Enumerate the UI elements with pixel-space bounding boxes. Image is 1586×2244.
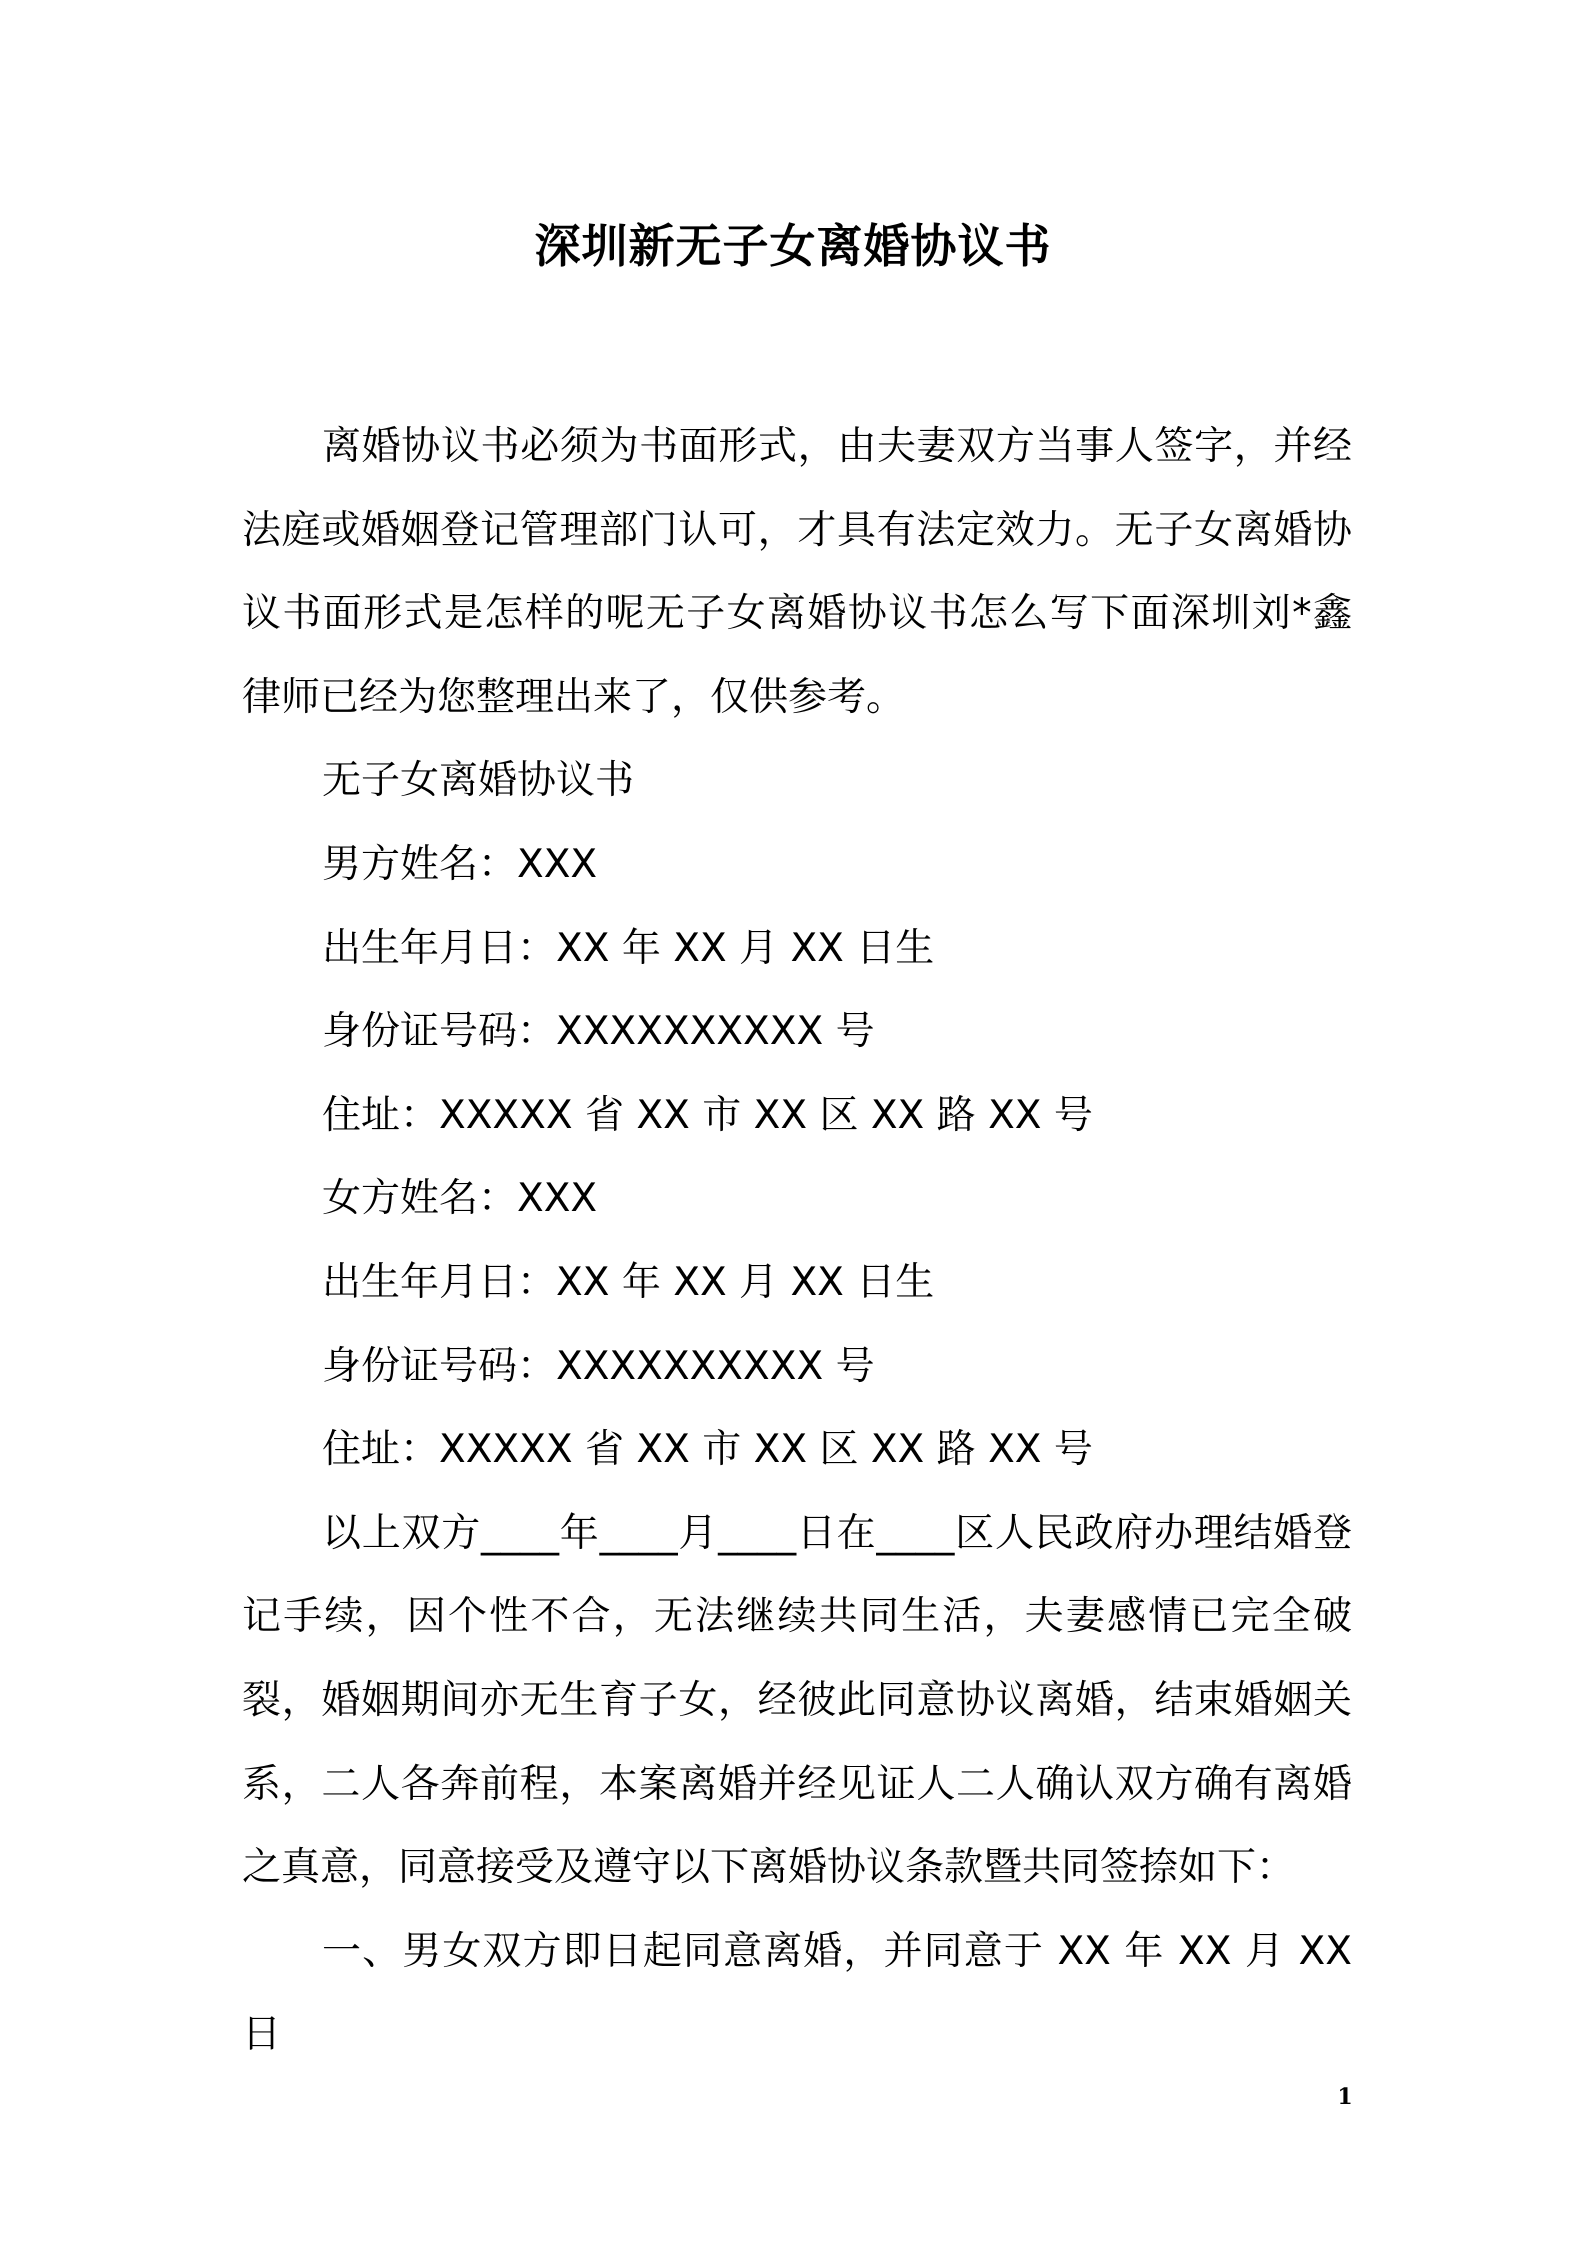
page-number: 1: [1337, 2084, 1353, 2110]
male-birth-date: 出生年月日：XX 年 XX 月 XX 日生: [322, 925, 935, 971]
female-id-number: 身份证号码：XXXXXXXXXX 号: [322, 1343, 875, 1389]
male-id-number: 身份证号码：XXXXXXXXXX 号: [322, 1009, 875, 1055]
clause-one: 一、男女双方即日起同意离婚，并同意于 XX 年 XX 月 XX 日: [242, 1928, 1352, 2058]
female-birth-date: 出生年月日：XX 年 XX 月 XX 日生: [322, 1259, 935, 1305]
male-address: 住址：XXXXX 省 XX 市 XX 区 XX 路 XX 号: [322, 1092, 1093, 1138]
female-name: 女方姓名：XXX: [322, 1176, 598, 1222]
agreement-statement: 以上双方____年____月____日在____区人民政府办理结婚登记手续，因个性不合，无法继续共同生活，夫妻感情已完全破裂，婚姻期间亦无生育子女，经彼此同意协议离婚，结束婚姻关系，二人各奔前程，本案离婚并经见证人二人确认双方确有离婚之真意，同意接受及遵守以下离婚协议条款暨共同签捺如下：: [242, 1510, 1352, 1891]
document-body: [242, 405, 1352, 2077]
agreement-subtitle: 无子女离婚协议书: [322, 758, 635, 804]
female-address: 住址：XXXXX 省 XX 市 XX 区 XX 路 XX 号: [322, 1427, 1093, 1473]
male-name: 男方姓名：XXX: [322, 841, 598, 887]
intro-paragraph: 离婚协议书必须为书面形式，由夫妻双方当事人签字，并经法庭或婚姻登记管理部门认可，才具有法定效力。无子女离婚协议书面形式是怎样的呢无子女离婚协议书怎么写下面深圳刘*鑫律师已经为您整理出来了，仅供参考。: [242, 424, 1352, 720]
document-title: 深圳新无子女离婚协议书: [534, 219, 1052, 273]
